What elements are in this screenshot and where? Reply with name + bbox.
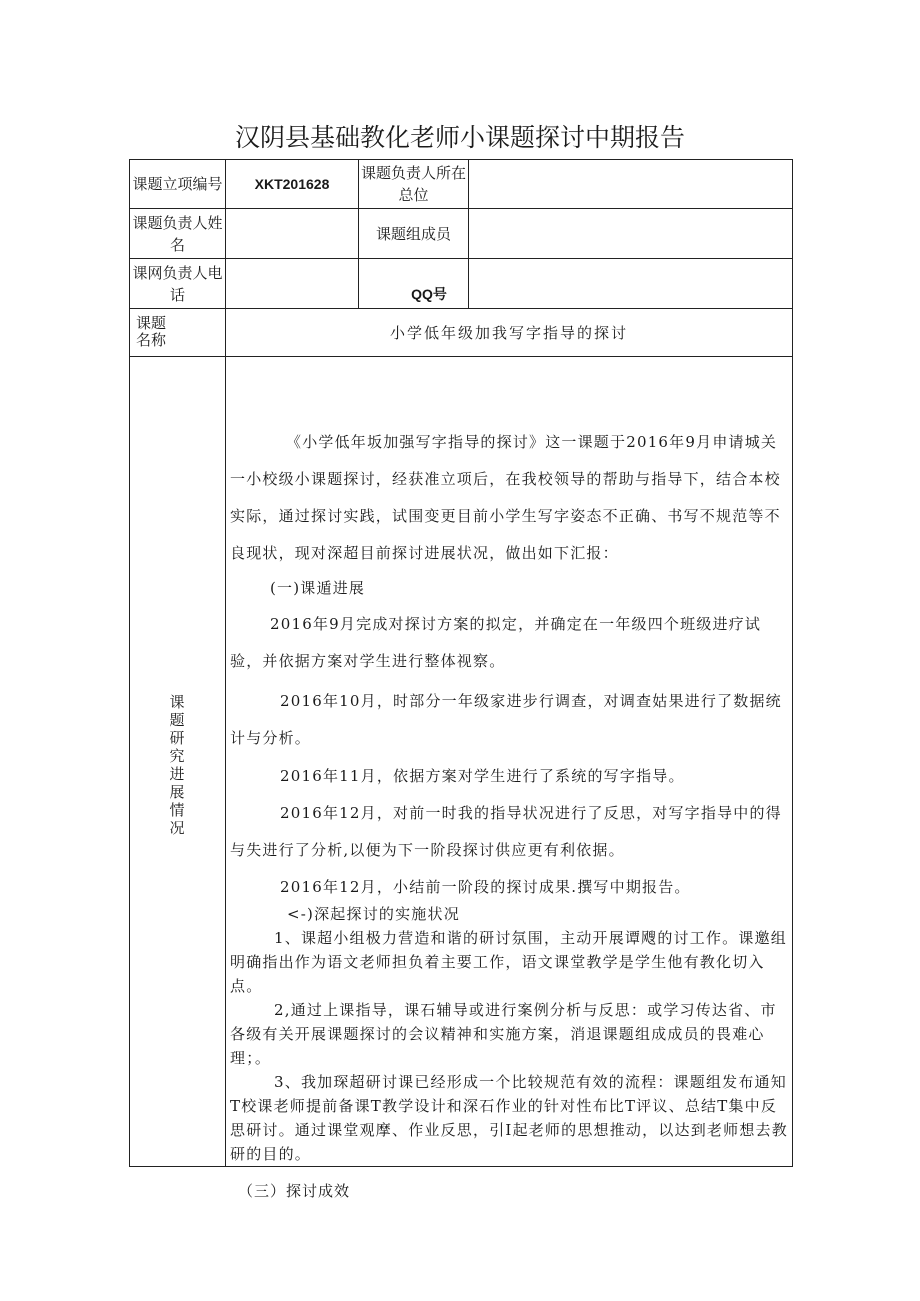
section-label-text: 课题研究进展情况: [169, 693, 185, 837]
leader-name-value[interactable]: [226, 209, 358, 258]
topic-name-label: 课题名称: [135, 314, 166, 349]
members-value[interactable]: [469, 209, 792, 258]
project-number-label: 课题立项编号: [132, 175, 223, 193]
section-label-vertical: [129, 693, 225, 837]
row-divider: [129, 356, 793, 357]
progress-item-2: 2016年10月，时部分一年级家进步行调查，对调查姑果进行了数据统计与分析。: [230, 692, 782, 747]
topic-name-value: 小学低年级加我写字指导的探讨: [389, 323, 628, 342]
leader-name-label: 课题负责人姓名: [132, 213, 223, 254]
progress-item-5: 2016年12月，小结前一阶段的探讨成果.撰写中期报告。: [280, 878, 691, 896]
leader-unit-label: 课题负责人所在总位: [360, 164, 466, 204]
implementation-point-1: 1、课超小组极力营造和谐的研讨氛围，主动开展谭飕的讨工作。课邀组明确指出作为语文老师担负着主要工作，语文课堂教学是学生他有教化切入点。: [230, 929, 787, 995]
progress-item-4: 2016年12月，对前一时我的指导状况进行了反思，对写字指导中的得与失进行了分析,以便为下一阶段探讨供应更有利依据。: [230, 804, 782, 859]
implementation-point-3: 3、我加琛超研讨课已经形成一个比较规范有效的流程：课题组发布通知T校课老师提前备课T教学设计和深石作业的针对性布比T评议、总结T集中反思研讨。通过课堂观摩、作业反思，引Ⅰ起老师的思想推动，以达到老师想去教研的目的。: [230, 1073, 788, 1163]
qq-label: QQ号: [411, 286, 447, 302]
results-heading: （三）探讨成效: [238, 1182, 351, 1200]
leader-unit-value[interactable]: [469, 160, 792, 208]
page-title: 汉阴县基础教化老师小课题探讨中期报告: [234, 123, 685, 152]
project-number-value: XKT201628: [254, 176, 330, 192]
intro-paragraph: 《小学低年坂加强写字指导的探讨》这一课题于2016年9月申请城关一小校级小课题探讨，经获准立项后，在我校领导的帮助与指导下，结合本校实际，通过探讨实践，试围变更目前小学生写字姿态不正确、书写不规范等不良现状，现对深超目前探讨进展状况，做出如下汇报：: [230, 433, 781, 562]
leader-phone-label: 课网负责人电话: [132, 263, 223, 304]
leader-phone-value[interactable]: [226, 259, 358, 308]
implementation-point-2: 2,通过上课指导，课石辅导或进行案例分析与反思：或学习传达省、市各级有关开展课题探讨的会议精神和实施方案，消退课题组成成员的畏难心理；。: [230, 1001, 777, 1067]
progress-item-3: 2016年11月，依据方案对学生进行了系统的写字指导。: [280, 767, 685, 785]
qq-value[interactable]: [469, 259, 792, 308]
members-label: 课题组成员: [375, 224, 451, 243]
progress-heading: (一)课遁进展: [270, 579, 366, 597]
progress-item-1: 2016年9月完成对探讨方案的拟定，并确定在一年级四个班级进疗试验，并依据方案对学生进行整体视察。: [230, 615, 762, 670]
implementation-heading: <-)深起探讨的实施状况: [287, 905, 460, 923]
